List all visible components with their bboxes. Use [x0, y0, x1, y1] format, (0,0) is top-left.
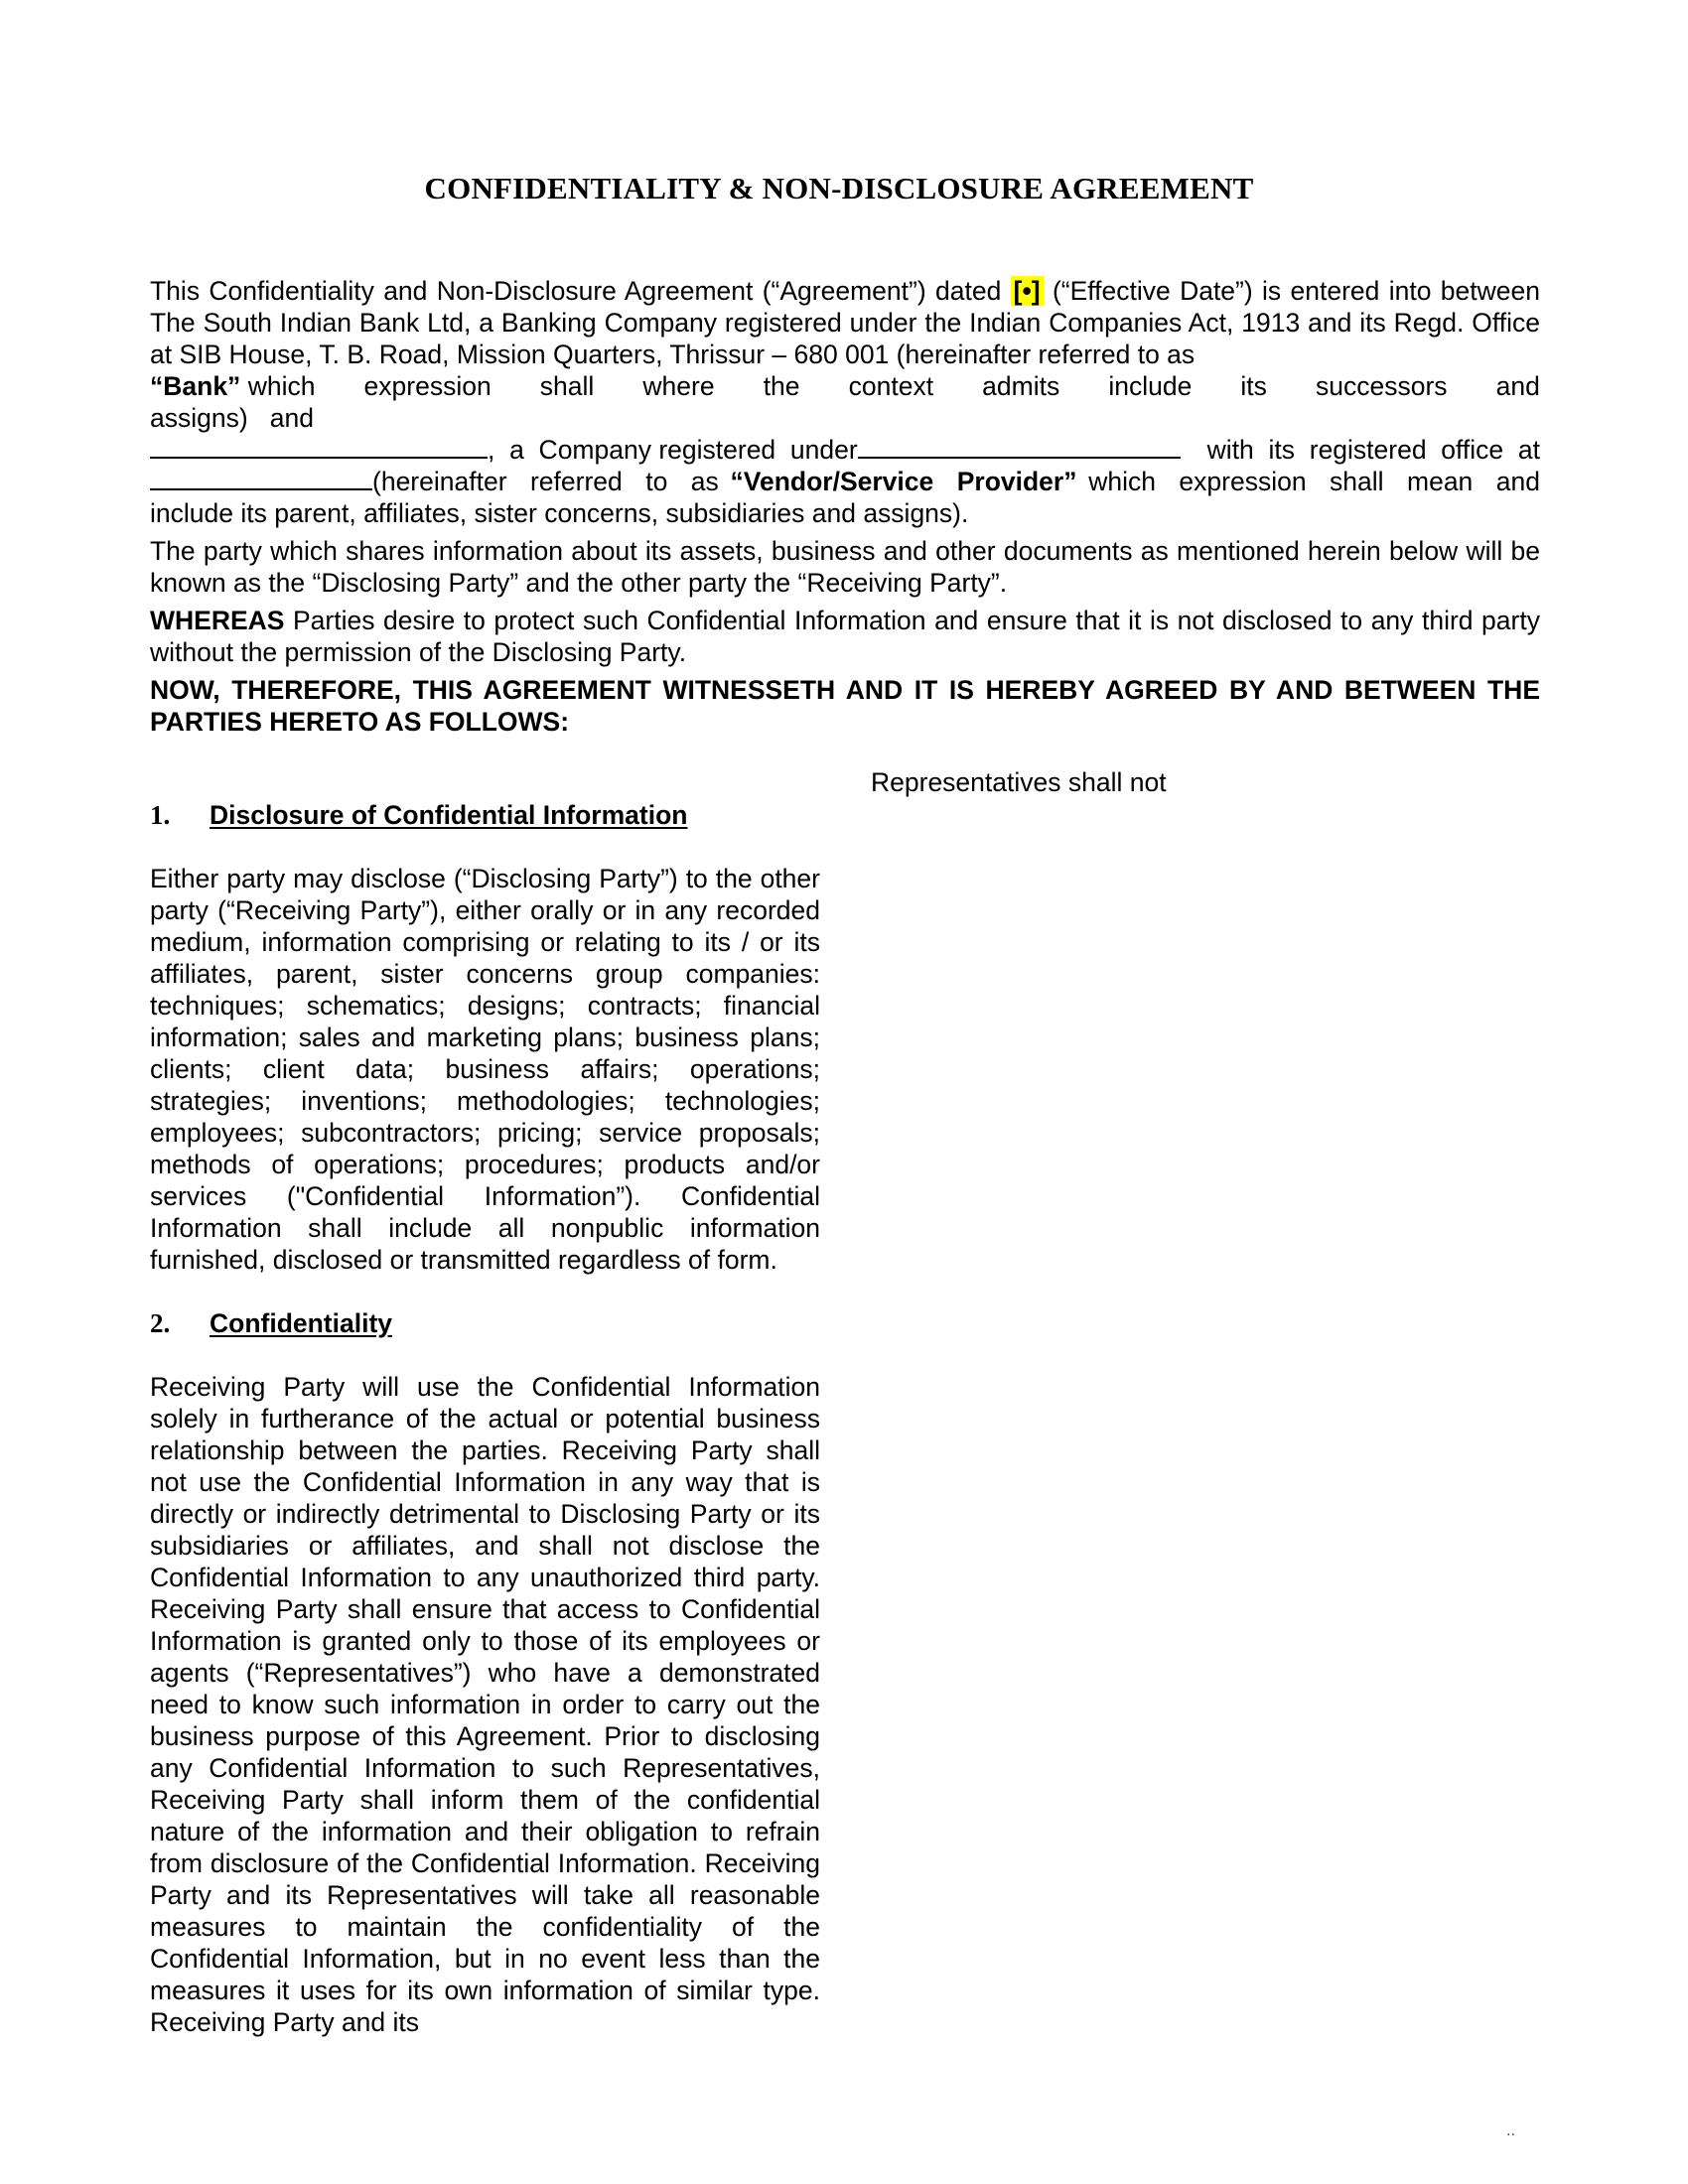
intro-paragraph-parties: [150, 275, 1540, 370]
section-1-body: Either party may disclose (“Disclosing Party”) to the other party (“Receiving Party”), either orally or in any recorded medium, information comprising or relating to its / or its affiliates, parent, sister concerns group companies: techniques; schematics; designs; contracts; financial information; sales and marketing plans; business plans; clients; client data; business affairs; operations; strategies; inventions; methodologies; technologies; employees; subcontractors; pricing; service proposals; methods of operations; procedures; products and/or services ("Confidential Information”). Confidential Information shall include all nonpublic information furnished, disclosed or transmitted regardless of form.: [150, 864, 820, 1275]
vendor-definition: (hereinafter referred to as “Vendor/Service Provider” which expression shall mean and include its parent, affiliates, sister concerns, subsidiaries and assigns).: [150, 467, 1548, 528]
bank-expression-line: “Bank” which expression shall where the context admits include its successors and: [150, 371, 1540, 401]
whereas-paragraph: WHEREAS Parties desire to protect such Confidential Information and ensure that it is not disclosed to any third party without the permission of the Disclosing Party.: [150, 606, 1540, 667]
section-title: Confidentiality: [210, 1308, 393, 1338]
bank-term: “Bank”: [150, 371, 241, 401]
intro-block: [150, 275, 1548, 738]
section-number: 1.: [150, 800, 171, 830]
effective-date-placeholder: [•]: [1011, 276, 1044, 306]
registered-office-blank: [150, 467, 372, 490]
vendor-company-line: , a Company registered under with its registered office at: [150, 434, 1540, 466]
left-column: [150, 799, 820, 2038]
now-therefore-clause: NOW, THEREFORE, THIS AGREEMENT WITNESSETH AND IT IS HEREBY AGREED BY AND BETWEEN THE PARTIES HERETO AS FOLLOWS:: [150, 675, 1540, 737]
whereas-label: WHEREAS: [150, 606, 285, 635]
intro-opening-text: This Confidentiality and Non-Disclosure Agreement (“Agreement”) dated: [150, 276, 1002, 306]
registration-act-blank: [858, 435, 1181, 459]
vendor-term: “Vendor/Service Provider”: [730, 467, 1077, 496]
section-number: 2.: [150, 1308, 171, 1338]
vendor-name-blank: [150, 435, 488, 459]
page-number-mark: ..: [1506, 2122, 1515, 2139]
assigns-line: assigns) and: [150, 403, 314, 433]
document-title: CONFIDENTIALITY & NON-DISCLOSURE AGREEMENT: [424, 171, 1254, 205]
intro-bank-details: (“Effective Date”) is entered into between The South Indian Bank Ltd, a Banking Company registered under the Indian Companies Act, 1913 and its Regd. Office at SIB House, T. B. Road, Mission Quarters, Thrissur – 680 001 (hereinafter referred to as: [150, 276, 1540, 369]
section-2-heading: [150, 1307, 820, 1339]
section-2-body: Receiving Party will use the Confidential Information solely in furtherance of the actual or potential business relationship between the parties. Receiving Party shall not use the Confidential Information in any way that is directly or indirectly detrimental to Disclosing Party or its subsidiaries or affiliates, and shall not disclose the Confidential Information to any unauthorized third party. Receiving Party shall ensure that access to Confidential Information is granted only to those of its employees or agents (“Representatives”) who have a demonstrated need to know such information in order to carry out the business purpose of this Agreement. Prior to disclosing any Confidential Information to such Representatives, Receiving Party shall inform them of the confidential nature of the information and their obligation to refrain from disclosure of the Confidential Information. Receiving Party and its Representatives will take all reasonable measures to maintain the confidentiality of the Confidential Information, but in no event less than the measures it uses for its own information of similar type. Receiving Party and its: [150, 1372, 820, 2037]
section-1-heading: [150, 799, 820, 831]
right-column-text: Representatives shall not: [871, 767, 1167, 797]
section-title: Disclosure of Confidential Information: [210, 800, 688, 830]
party-definition-paragraph: The party which shares information about its assets, business and other documents as mentioned herein below will be known as the “Disclosing Party” and the other party the “Receiving Party”.: [150, 536, 1540, 598]
